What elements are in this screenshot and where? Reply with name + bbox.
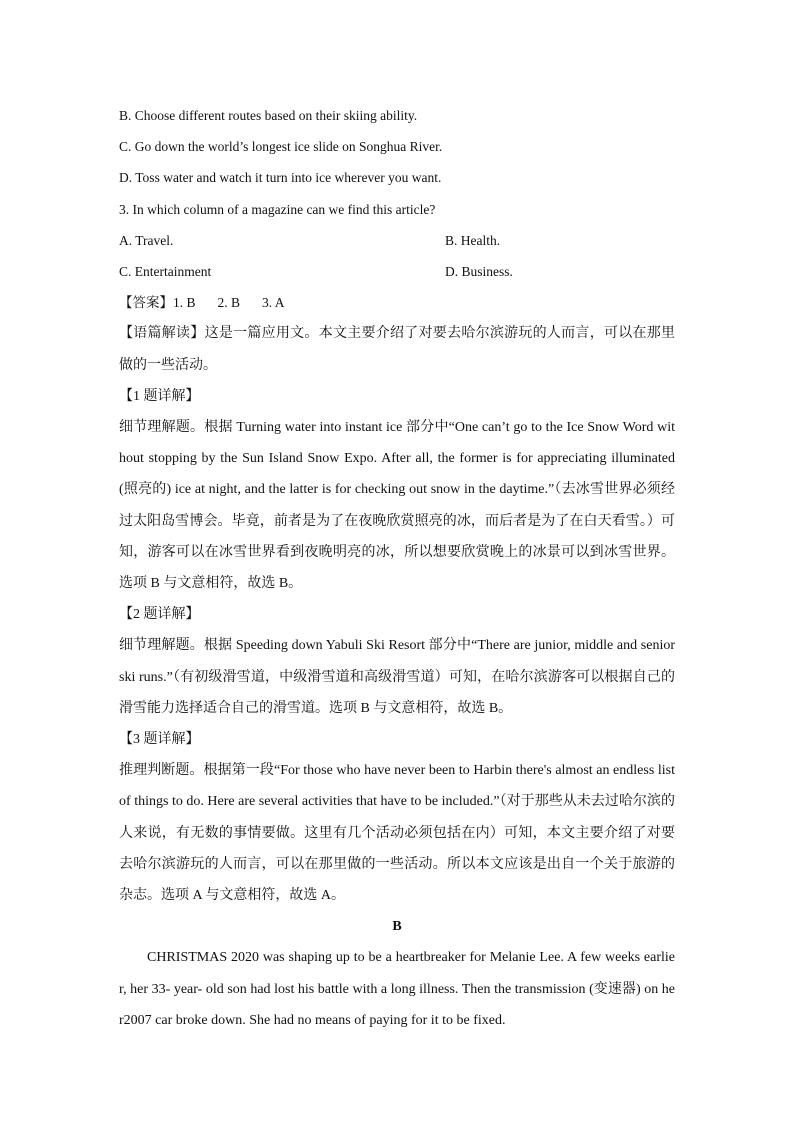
q2-option-c: C. Go down the world’s longest ice slide on Songhua River. — [119, 139, 443, 155]
passage-analysis — [119, 318, 675, 380]
detail-3-heading: 【3 题详解】 — [119, 731, 200, 747]
q3-options-row-2 — [119, 256, 675, 287]
q3-option-a: A. Travel. — [119, 232, 174, 248]
answer-label: 【答案】 — [119, 295, 173, 311]
document-content — [119, 100, 675, 1036]
q2-option-b: B. Choose different routes based on their skiing ability. — [119, 108, 418, 123]
passage-analysis-label: 【语篇解读】 — [119, 326, 205, 342]
detail-3-text: 推理判断题。根据第一段“For those who have never been to Harbin there's almost an endless list of things to do. Here are several activities that have to be included.”（对于那些从未去过哈尔滨的人来说，有无数的事情要做。这里有几个活动必须包括在内）可知，本文主要介绍了对要去哈尔滨游玩的人而言，可以在那里做的一些活动。所以本文应该是出自一个关于旅游的杂志。选项 A 与文意相符，故选 A。 — [119, 763, 675, 903]
q2-option-d: D. Toss water and watch it turn into ice wherever you want. — [119, 170, 442, 186]
passage-analysis-text: 这是一篇应用文。本文主要介绍了对要去哈尔滨游玩的人而言，可以在那里做的一些活动。 — [119, 326, 676, 373]
q3-question: 3. In which column of a magazine can we find this article? — [119, 201, 436, 217]
detail-2-text: 细节理解题。根据 Speeding down Yabuli Ski Resort 部分中“There are junior, middle and senior ski runs.”（有初级滑雪道，中级滑雪道和高级滑雪道）可知，在哈尔滨游客可以根据自己的滑雪能力选择适合自己的滑雪道。选项 B 与文意相符，故选 B。 — [119, 638, 675, 716]
answer-item-2: 2. B — [217, 295, 241, 311]
answer-item-3: 3. A — [262, 295, 285, 311]
section-b-letter: B — [392, 919, 402, 935]
q3-options-row-1 — [119, 225, 675, 256]
section-b-paragraph: CHRISTMAS 2020 was shaping up to be a heartbreaker for Melanie Lee. A few weeks earlier, her 33- year- old son had lost his battle with a long illness. Then the transmission (变速器) on her2007 car broke down. She had no means of paying for it to be fixed. — [119, 950, 675, 1028]
answer-line — [119, 287, 675, 318]
detail-1-text: 细节理解题。根据 Turning water into instant ice 部分中“One can’t go to the Ice Snow Word without stopping by the Sun Island Snow Expo. After all, the former is for appreciating illuminated (照亮的) ice at night, and the latter is for checking out snow in the daytime.”（去冰雪世界必须经过太阳岛雪博会。毕竟，前者是为了在夜晚欣赏照亮的冰，而后者是为了在白天看雪。）可知，游客可以在冰雪世界看到夜晚明亮的冰，所以想要欣赏晚上的冰景可以到冰雪世界。选项 B 与文意相符，故选 B。 — [119, 419, 675, 591]
answer-item-1: 1. B — [173, 295, 196, 311]
q3-option-b: B. Health. — [445, 232, 501, 248]
detail-1-heading: 【1 题详解】 — [119, 388, 200, 404]
q3-option-d: D. Business. — [445, 263, 513, 279]
detail-2-heading: 【2 题详解】 — [119, 607, 200, 623]
q3-option-c: C. Entertainment — [119, 263, 212, 279]
